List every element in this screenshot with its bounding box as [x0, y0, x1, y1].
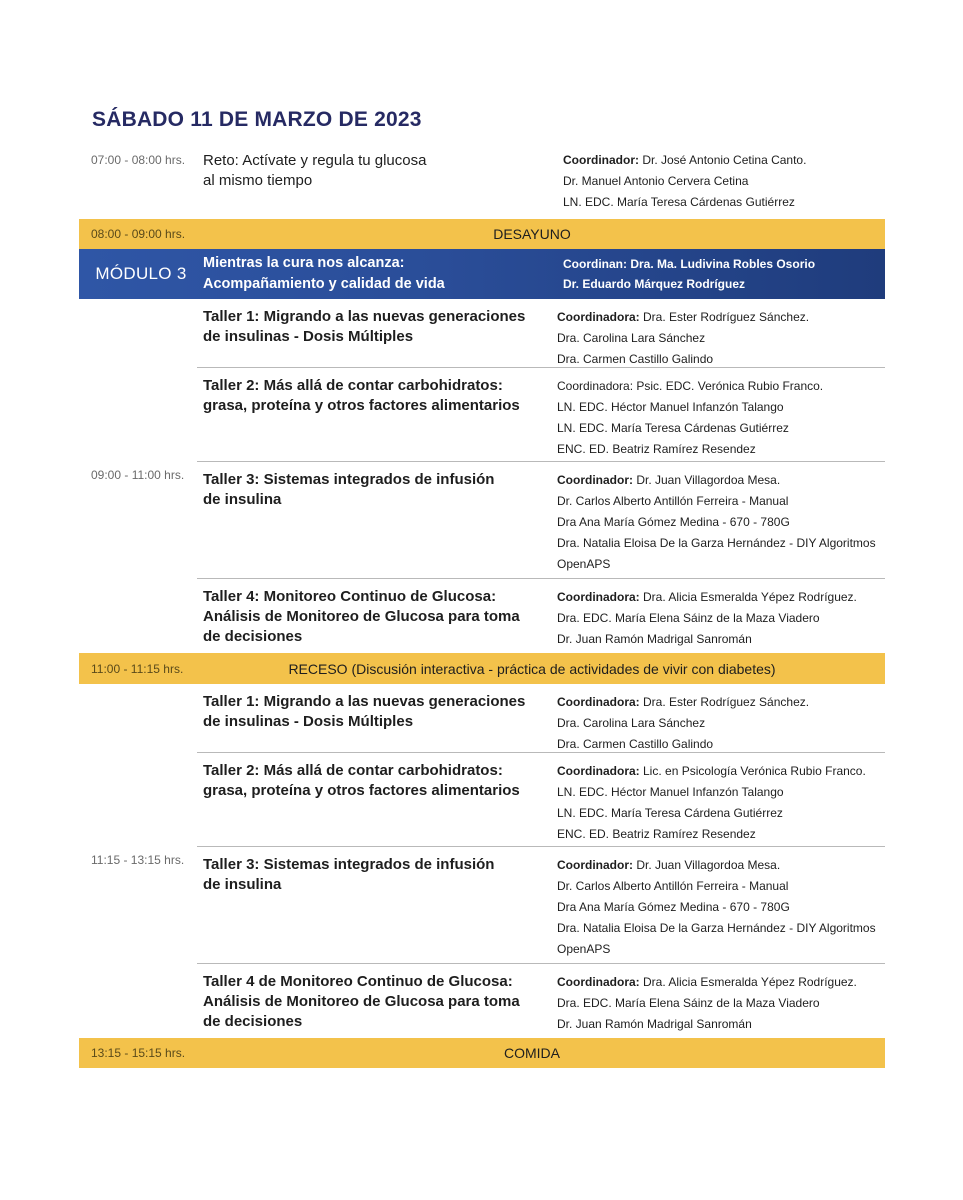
workshop-title-line: de decisiones: [203, 628, 303, 645]
workshop-title: [197, 376, 557, 461]
workshop-title-line: grasa, proteína y otros factores alimentarios: [203, 397, 520, 414]
person-line: [557, 328, 885, 349]
workshop-people: [557, 376, 885, 461]
person-name: Dra. Carolina Lara Sánchez: [557, 716, 706, 730]
person-role: Coordinadora:: [557, 695, 640, 709]
workshop-title-line: Taller 3: Sistemas integrados de infusión: [203, 471, 495, 488]
person-role: Coordinador:: [557, 858, 633, 872]
workshop-title-line: Taller 2: Más allá de contar carbohidratos:: [203, 762, 503, 779]
person-line: [557, 349, 885, 370]
comida-band: [79, 1038, 885, 1068]
person-name: Dra. Carmen Castillo Galindo: [557, 352, 714, 366]
person-line: [557, 533, 885, 554]
workshop-row: [197, 578, 885, 651]
module-coordinator-line: Dr. Eduardo Márquez Rodríguez: [563, 277, 746, 291]
comida-time: 13:15 - 15:15 hrs.: [91, 1046, 186, 1060]
person-name: Dra. Alicia Esmeralda Yépez Rodríguez.: [639, 590, 857, 604]
workshop-people: [557, 692, 885, 752]
person-line: [557, 629, 885, 650]
person-name: Coordinadora: Psic. EDC. Verónica Rubio Franco.: [557, 379, 824, 393]
workshop-row: [197, 684, 885, 752]
person-name: OpenAPS: [557, 942, 611, 956]
workshop-title: [197, 855, 557, 963]
workshop-row: [197, 461, 885, 578]
workshop-title: [197, 587, 557, 651]
person-line: [557, 512, 885, 533]
comida-label: COMIDA: [504, 1045, 560, 1061]
workshop-row: [197, 846, 885, 963]
person-line: [557, 939, 885, 960]
workshop-people: [557, 307, 885, 367]
session-block-1: [79, 299, 885, 651]
workshop-people: [557, 587, 885, 651]
person-line: [557, 993, 885, 1014]
person-name: Dra. Alicia Esmeralda Yépez Rodríguez.: [639, 975, 857, 989]
person-name: OpenAPS: [557, 557, 611, 571]
person-name: Dra. Carmen Castillo Galindo: [557, 737, 714, 751]
receso-time: 11:00 - 11:15 hrs.: [91, 661, 184, 676]
module-title-line: Mientras la cura nos alcanza:: [203, 255, 405, 271]
receso-band: [79, 653, 885, 684]
person-line: [557, 972, 885, 993]
person-line: [557, 608, 885, 629]
person-name: Dr. Juan Villagordoa Mesa.: [633, 473, 781, 487]
person-line: [557, 1014, 885, 1035]
person-line: [557, 803, 885, 824]
person-role: Coordinadora:: [557, 975, 640, 989]
person-line: [557, 692, 885, 713]
person-name: Dra. Natalia Eloisa De la Garza Hernández - DIY Algoritmos: [557, 536, 876, 550]
workshop-row: [197, 963, 885, 1036]
reto-title-line: al mismo tiempo: [203, 172, 313, 189]
person-line: [557, 782, 885, 803]
desayuno-label: DESAYUNO: [493, 226, 571, 242]
reto-title-line: Reto: Actívate y regula tu glucosa: [203, 152, 427, 169]
agenda-table: [79, 150, 885, 1068]
module-header: [79, 249, 885, 299]
person-line: [557, 897, 885, 918]
workshop-title: [197, 307, 557, 367]
workshop-title-line: Taller 4: Monitoreo Continuo de Glucosa:: [203, 588, 497, 605]
person-role: Coordinadora:: [557, 764, 640, 778]
person-line: [557, 554, 885, 575]
person-line: [557, 470, 885, 491]
workshop-title-line: de insulinas - Dosis Múltiples: [203, 713, 414, 730]
person-line: [557, 713, 885, 734]
block-1-time: 09:00 - 11:00 hrs.: [91, 468, 185, 482]
session-block-2: [79, 684, 885, 1036]
workshop-title-line: Taller 4 de Monitoreo Continuo de Glucosa:: [203, 973, 513, 990]
workshop-title: [197, 761, 557, 846]
person-line: [557, 918, 885, 939]
person-line: [557, 491, 885, 512]
person-name: LN. EDC. Héctor Manuel Infanzón Talango: [557, 785, 784, 799]
workshop-row: [197, 752, 885, 846]
person-line: [557, 824, 885, 845]
person-line: Dr. Manuel Antonio Cervera Cetina: [563, 174, 749, 188]
person-line: LN. EDC. María Teresa Cárdenas Gutiérrez: [563, 195, 795, 209]
person-name: LN. EDC. Héctor Manuel Infanzón Talango: [557, 400, 784, 414]
person-name: Dr. José Antonio Cetina Canto.: [639, 153, 807, 167]
person-line: [563, 150, 885, 171]
workshop-row: [197, 299, 885, 367]
desayuno-time: 08:00 - 09:00 hrs.: [91, 227, 186, 241]
workshop-title-line: de insulina: [203, 876, 282, 893]
reto-row: [79, 150, 885, 217]
workshop-people: [557, 761, 885, 846]
person-name: ENC. ED. Beatriz Ramírez Resendez: [557, 442, 756, 456]
workshop-title-line: Taller 2: Más allá de contar carbohidratos:: [203, 377, 503, 394]
module-coordinator-line: Coordinan: Dra. Ma. Ludivina Robles Osorio: [563, 257, 816, 271]
person-name: LN. EDC. María Teresa Cárdenas Gutiérrez: [557, 421, 789, 435]
workshop-title: [197, 972, 557, 1036]
module-title-line: Acompañamiento y calidad de vida: [203, 276, 445, 292]
person-name: Dra. EDC. María Elena Sáinz de la Maza Viadero: [557, 611, 820, 625]
person-name: Dra Ana María Gómez Medina - 670 - 780G: [557, 900, 790, 914]
reto-time: 07:00 - 08:00 hrs.: [91, 153, 186, 167]
workshop-row: [197, 367, 885, 461]
person-name: Dra. Carolina Lara Sánchez: [557, 331, 706, 345]
person-name: Dr. Juan Ramón Madrigal Sanromán: [557, 1017, 752, 1031]
person-role: Coordinadora:: [557, 310, 640, 324]
person-line: [557, 397, 885, 418]
reto-title: [203, 150, 563, 217]
person-name: Lic. en Psicología Verónica Rubio Franco.: [639, 764, 866, 778]
person-name: Dra. Ester Rodríguez Sánchez.: [639, 310, 810, 324]
block-2-sessions: [197, 684, 885, 1036]
workshop-people: [557, 470, 885, 578]
module-coordinators: [563, 254, 885, 294]
workshop-title-line: Taller 1: Migrando a las nuevas generaciones: [203, 693, 526, 710]
person-name: Dra. EDC. María Elena Sáinz de la Maza Viadero: [557, 996, 820, 1010]
person-line: [557, 418, 885, 439]
person-line: [557, 587, 885, 608]
person-line: [557, 376, 885, 397]
workshop-title-line: Taller 1: Migrando a las nuevas generaciones: [203, 308, 526, 325]
reto-people: [563, 150, 885, 217]
person-line: [557, 734, 885, 755]
receso-label: RECESO (Discusión interactiva - práctica de actividades de vivir con diabetes): [288, 660, 776, 677]
page-title: SÁBADO 11 DE MARZO DE 2023: [92, 108, 422, 131]
block-1-sessions: [197, 299, 885, 651]
workshop-title-line: de decisiones: [203, 1013, 303, 1030]
desayuno-band: [79, 219, 885, 249]
person-name: ENC. ED. Beatriz Ramírez Resendez: [557, 827, 756, 841]
person-line: [557, 761, 885, 782]
person-line: [557, 855, 885, 876]
block-2-time: 11:15 - 13:15 hrs.: [91, 853, 185, 867]
person-role: Coordinadora:: [557, 590, 640, 604]
person-name: Dr. Juan Villagordoa Mesa.: [633, 858, 781, 872]
person-name: Dra Ana María Gómez Medina - 670 - 780G: [557, 515, 790, 529]
workshop-title: [197, 470, 557, 578]
workshop-people: [557, 855, 885, 963]
workshop-people: [557, 972, 885, 1036]
module-label: MÓDULO 3: [95, 264, 187, 283]
workshop-title-line: grasa, proteína y otros factores alimentarios: [203, 782, 520, 799]
module-title: [203, 253, 563, 295]
person-line: [557, 307, 885, 328]
person-role: Coordinador:: [557, 473, 633, 487]
person-name: Dra. Natalia Eloisa De la Garza Hernández - DIY Algoritmos: [557, 921, 876, 935]
workshop-title-line: de insulina: [203, 491, 282, 508]
workshop-title: [197, 692, 557, 752]
workshop-title-line: Análisis de Monitoreo de Glucosa para toma: [203, 993, 520, 1010]
person-name: Dr. Carlos Alberto Antillón Ferreira - Manual: [557, 494, 789, 508]
person-name: LN. EDC. María Teresa Cárdena Gutiérrez: [557, 806, 783, 820]
workshop-title-line: Análisis de Monitoreo de Glucosa para toma: [203, 608, 520, 625]
person-name: Dr. Carlos Alberto Antillón Ferreira - Manual: [557, 879, 789, 893]
person-line: [557, 876, 885, 897]
person-line: [557, 439, 885, 460]
workshop-title-line: de insulinas - Dosis Múltiples: [203, 328, 414, 345]
workshop-title-line: Taller 3: Sistemas integrados de infusión: [203, 856, 495, 873]
person-role: Coordinador:: [563, 153, 639, 167]
person-name: Dr. Juan Ramón Madrigal Sanromán: [557, 632, 752, 646]
person-name: Dra. Ester Rodríguez Sánchez.: [639, 695, 810, 709]
